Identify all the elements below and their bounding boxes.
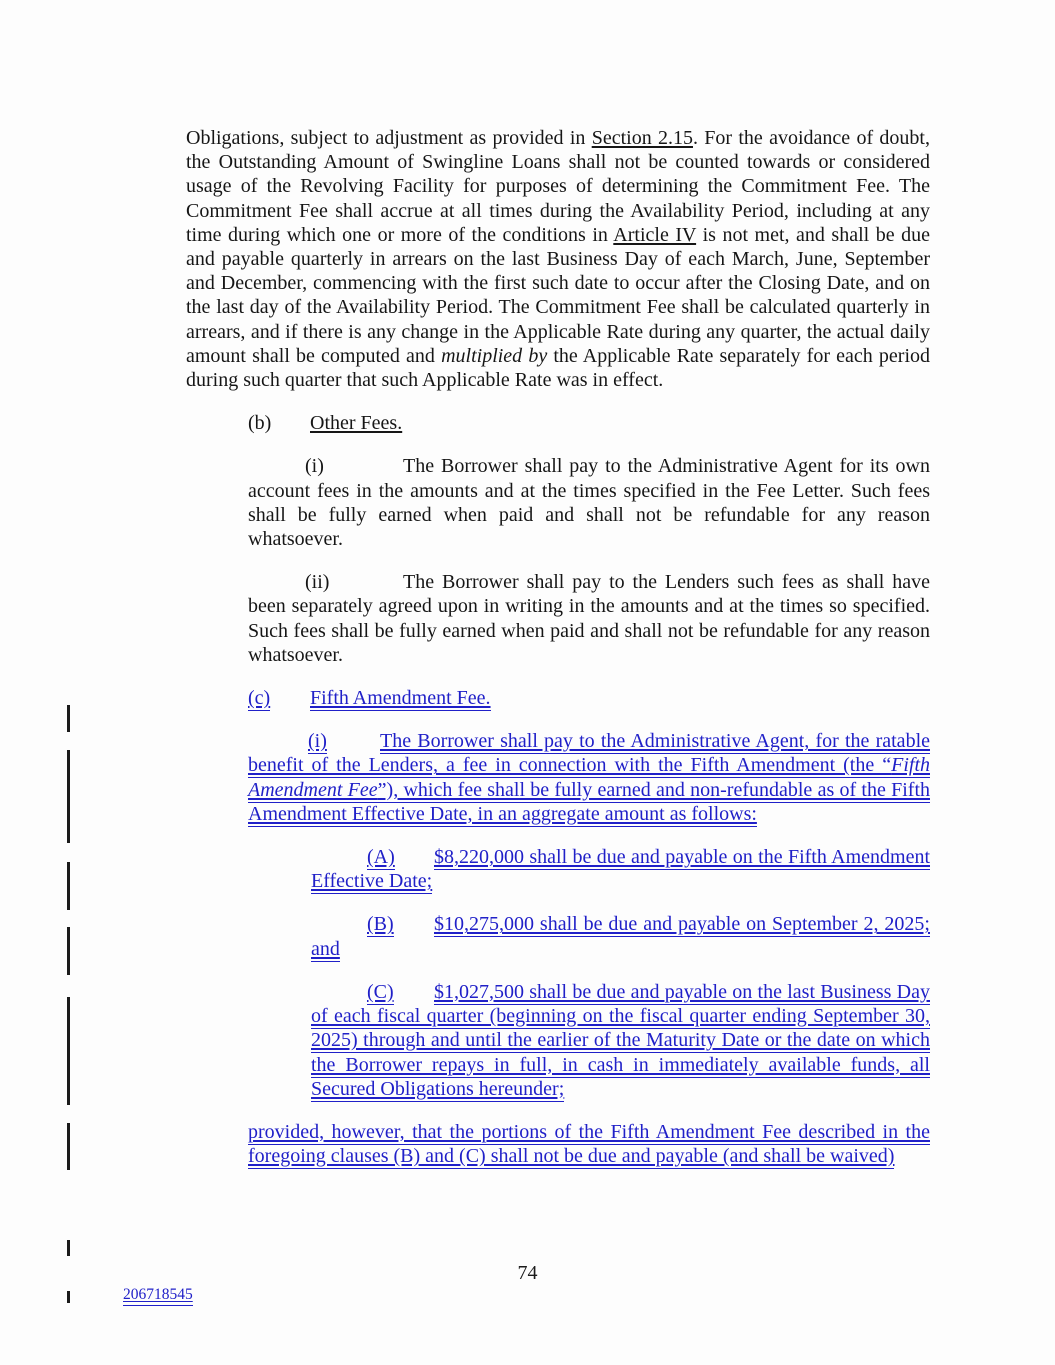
body-text: is not met, and shall be due and payable quarterly in arrears on the last Business Day of each March, June, September and December, commencing with the first such date to occur after the Closing Date, and on the last day of the Availability Period. The Commitment Fee shall be calculated quarterly in arrears, and if there is any change in the Applicable Rate during any quarter, the actual daily amount shall be computed and xyxy=(186,223,930,367)
change-bar xyxy=(67,705,70,732)
inserted-text: The Borrower shall pay to the Administrative Agent, for the ratable benefit of the Lenders, a fee in connection with the Fifth Amendment (the “Fifth Amendment Fee”), which fee shall be fully earned and non-refundable as of the Fifth Amendment Effective Date, in an aggregate amount as follows: xyxy=(248,730,930,825)
body-text: Obligations, subject to adjustment as provided in xyxy=(186,127,592,149)
defined-term: Fifth Amendment Fee xyxy=(248,754,930,801)
italic-phrase: multiplied by xyxy=(441,344,548,367)
paragraph-commitment-fee xyxy=(186,126,930,392)
inserted-text: provided, however, that the portions of the Fifth Amendment Fee described in the foregoing clauses (B) and (C) shall not be due and payable (and shall be waived) xyxy=(248,1120,930,1168)
clause-b-ii-paragraph xyxy=(248,570,930,667)
clause-b-i-paragraph xyxy=(248,454,930,551)
page-number: 74 xyxy=(517,1262,538,1284)
change-bar xyxy=(67,1123,70,1170)
clause-b-heading xyxy=(248,411,930,435)
clause-c-i-paragraph xyxy=(248,729,930,826)
clause-c-i-C-paragraph xyxy=(311,980,930,1101)
clause-c-i-B-paragraph xyxy=(311,912,930,960)
clause-C-label: (C) xyxy=(367,980,394,1003)
clause-A-label: (A) xyxy=(367,846,395,869)
clause-c-label: (c) xyxy=(248,687,271,710)
change-bar xyxy=(67,997,70,1105)
page-body xyxy=(186,126,930,1187)
clause-b-ii-label: (ii) xyxy=(305,571,330,594)
clause-c-i-label: (i) xyxy=(308,730,327,753)
body-text: The Borrower shall pay to the Lenders such fees as shall have been separately agreed upon in writing in the amounts and at the times so specified. Such fees shall be fully earned when paid and shall not be refundable for any reason whatsoever. xyxy=(248,571,930,666)
change-bar xyxy=(67,927,70,975)
clause-c-heading xyxy=(248,686,930,710)
clause-b-label: (b) xyxy=(248,412,272,435)
body-text: the Applicable Rate separately for each period during such quarter that such Applicable Rate was in effect. xyxy=(186,344,930,392)
body-text: The Borrower shall pay to the Administrative Agent for its own account fees in the amounts and at the times specified in the Fee Letter. Such fees shall be fully earned when paid and shall not be refundable for any reason whatsoever. xyxy=(248,455,930,551)
inserted-text: $8,220,000 shall be due and payable on the Fifth Amendment Effective Date; xyxy=(311,846,930,893)
inserted-text: $1,027,500 shall be due and payable on the last Business Day of each fiscal quarter (beginning on the fiscal quarter ending September 30, 2025) through and until the earlier of the Maturity Date or the date on which the Borrower repays in full, in cash in immediately available funds, all Secured Obligations hereunder; xyxy=(311,980,930,1100)
fifth-amendment-fee-heading: Fifth Amendment Fee. xyxy=(310,687,491,710)
body-text: . For the avoidance of doubt, the Outstanding Amount of Swingline Loans shall not be counted towards or considered usage of the Revolving Facility for purposes of determining the Commitment Fee. The Commitment Fee shall accrue at all times during the Availability Period, including at any time during which one or more of the conditions in xyxy=(186,127,930,246)
section-2-15-reference: Section 2.15 xyxy=(591,127,693,149)
article-iv-reference: Article IV xyxy=(613,223,697,246)
clause-b-i-label: (i) xyxy=(305,455,324,478)
clause-B-label: (B) xyxy=(367,913,394,936)
proviso-paragraph xyxy=(248,1120,930,1168)
inserted-text: $10,275,000 shall be due and payable on September 2, 2025; and xyxy=(311,913,930,960)
change-bar xyxy=(67,1291,70,1303)
document-id: 206718545 xyxy=(123,1286,193,1306)
change-bar xyxy=(67,862,70,910)
change-bar xyxy=(67,750,70,843)
change-bar xyxy=(67,1240,70,1256)
clause-c-i-A-paragraph xyxy=(311,845,930,893)
other-fees-heading: Other Fees. xyxy=(310,412,403,435)
